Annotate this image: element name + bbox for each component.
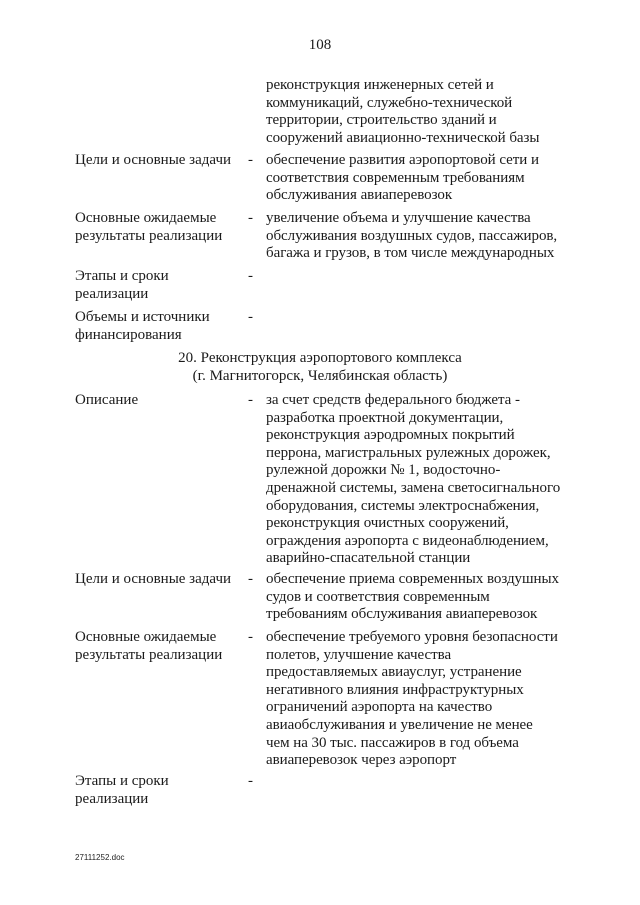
goals-value: обеспечение приема современных воздушных судов и соответствия современным требованиям обслуживания авиаперевозок [266,571,559,623]
results-label: Основные ожидаемые результаты реализации [75,210,223,244]
continuation-text: реконструкция инженерных сетей и коммуникаций, служебно-технической территории, строительство зданий и сооружений авиационно-технической базы [266,77,540,146]
file-name-footer: 27111252.doc [75,853,125,862]
stages-dash: - [248,268,253,284]
results-dash: - [248,210,253,226]
page-number: 108 [308,37,332,53]
goals-dash: - [248,152,253,168]
funding-label: Объемы и источники финансирования [75,309,210,343]
goals-label: Цели и основные задачи [75,571,232,587]
stages-label: Этапы и сроки реализации [75,268,169,302]
goals-label: Цели и основные задачи [75,152,232,168]
description-dash: - [248,392,253,408]
section-heading [0,350,640,385]
results-label: Основные ожидаемые результаты реализации [75,629,223,663]
section-title-line1: 20. Реконструкция аэропортового комплекса [178,350,462,366]
goals-dash: - [248,571,253,587]
description-label: Описание [75,392,139,408]
stages-dash: - [248,773,253,789]
description-value: за счет средств федерального бюджета - разработка проектной документации, реконструкция аэродромных покрытий перрона, магистральных рулежных дорожек, рулежной дорожки № 1, водосточно- дренажной системы, замена светосигнального оборудования, системы электроснабжения, реконструкция очистных сооружений, ограждения аэропорта с видеонаблюдением, аварийно-спасательной станции [266,392,561,567]
funding-dash: - [248,309,253,325]
results-dash: - [248,629,253,645]
goals-value: обеспечение развития аэропортовой сети и соответствия современным требованиям обслуживания авиаперевозок [266,152,539,204]
results-value: обеспечение требуемого уровня безопасности полетов, улучшение качества предоставляемых авиауслуг, устранение негативного влияния инфраструктурных ограничений аэропорта на качество авиаобслуживания и увеличение не менее чем на 30 тыс. пассажиров в год объема авиаперевозок через аэропорт [266,629,558,769]
section-title-line2: (г. Магнитогорск, Челябинская область) [192,367,448,384]
stages-label: Этапы и сроки реализации [75,773,169,807]
results-value: увеличение объема и улучшение качества обслуживания воздушных судов, пассажиров, багажа и грузов, в том числе международных [266,210,558,262]
